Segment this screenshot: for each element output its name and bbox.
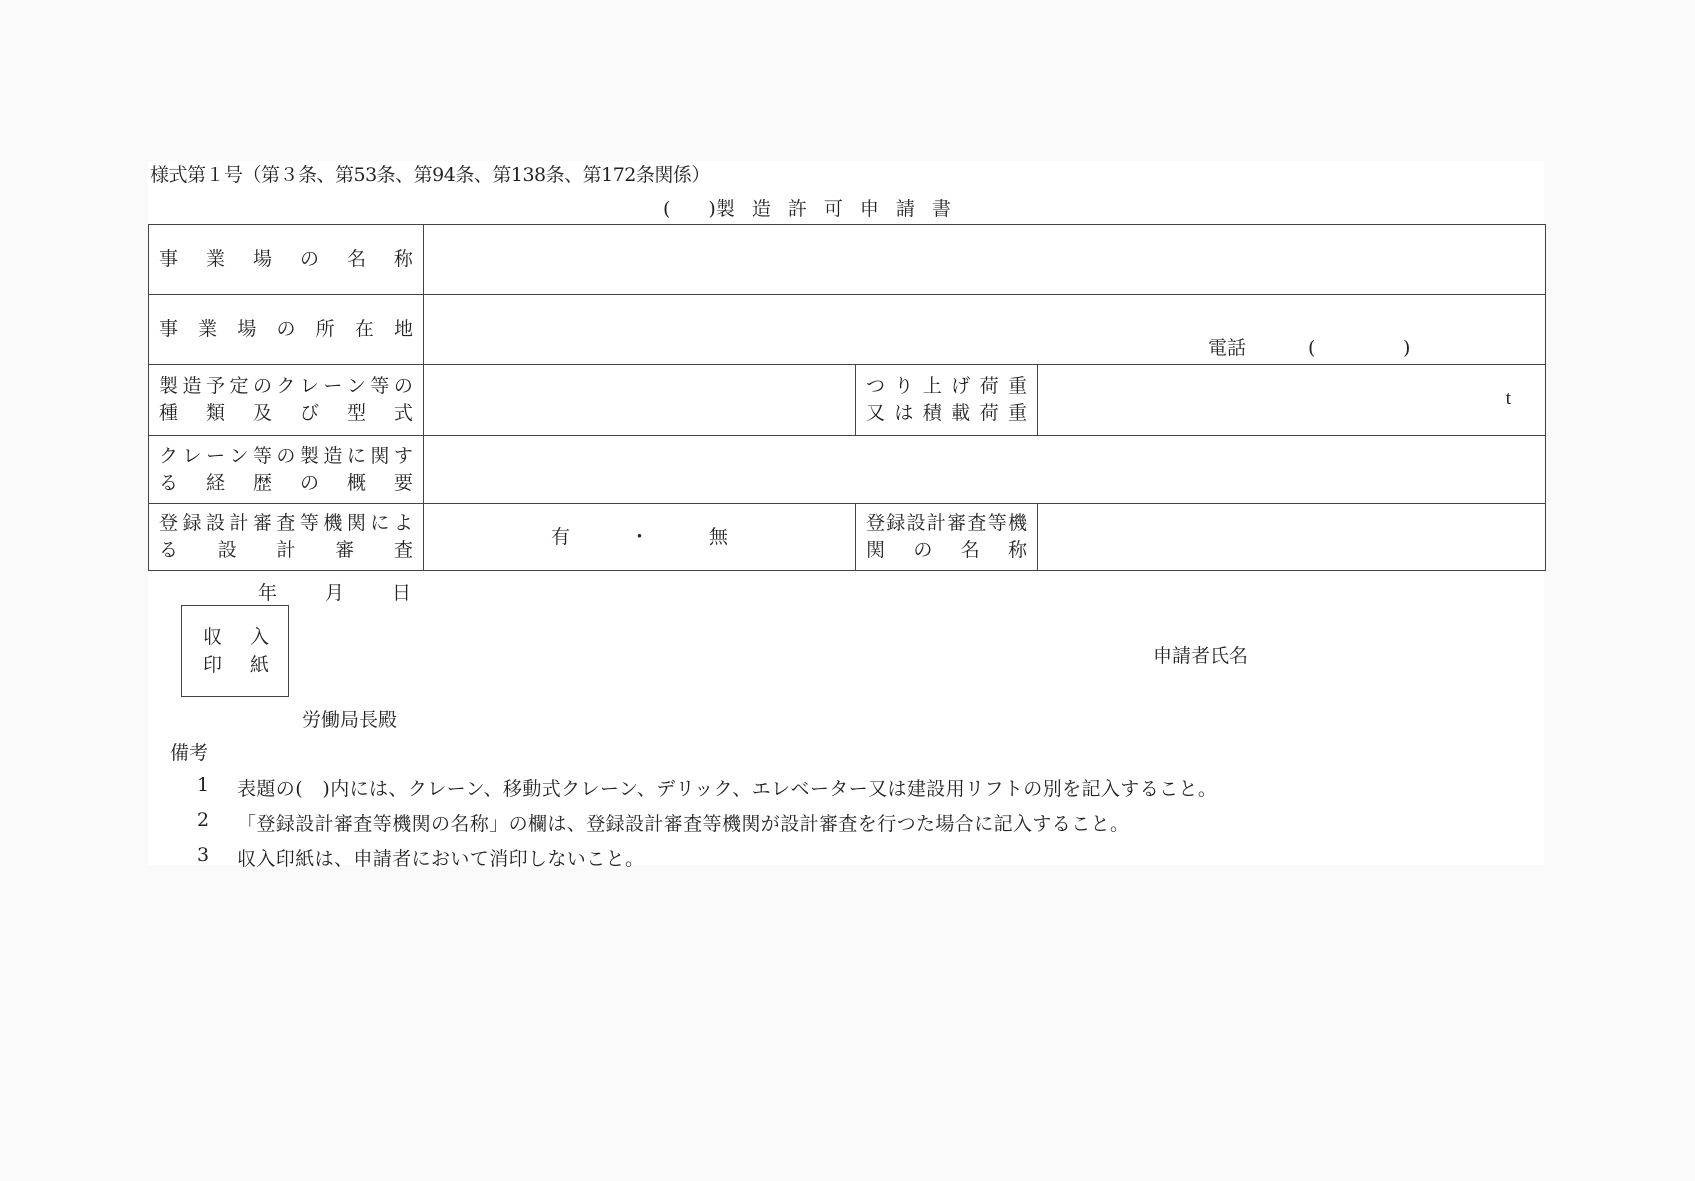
addressee: 労働局長殿 [302, 709, 398, 731]
note-text: 「登録設計審査等機関の名称」の欄は、登録設計審査等機関が設計審査を行つた場合に記入すること。 [237, 813, 1130, 835]
label-cell [149, 365, 424, 436]
stamp-char: 収 [203, 626, 223, 648]
application-table [148, 224, 1546, 571]
phone-line [1208, 335, 1411, 362]
label-review-line2: る 設 計 審 査 [159, 539, 413, 561]
phone-paren-open: ( [1308, 337, 1316, 359]
label-crane-type-line2: 種 類 及 び 型 式 [159, 402, 413, 424]
stamp-char: 印 [203, 654, 223, 676]
note-number: 1 [197, 774, 210, 796]
label-workplace-name: 事 業 場 の 名 称 [159, 248, 413, 270]
label-history-line1: ク レ ー ン 等 の 製 造 に 関 す [159, 444, 413, 467]
history-field[interactable] [424, 436, 1546, 504]
form-title [663, 194, 968, 221]
design-review-choice [424, 504, 856, 571]
revenue-stamp-box [181, 605, 289, 697]
row-workplace-name [149, 225, 1546, 295]
unit-tons: t [1505, 388, 1512, 409]
review-org-name-field[interactable] [1038, 504, 1546, 571]
label-workplace-address: 事 業 場 の 所 在 地 [159, 318, 413, 340]
row-crane-type [149, 365, 1546, 436]
workplace-address-field[interactable] [424, 295, 1546, 365]
load-field[interactable] [1038, 365, 1546, 436]
phone-paren-close: ) [1403, 337, 1411, 359]
option-no[interactable]: 無 [709, 525, 729, 548]
label-history-line2: る 経 歴 の 概 要 [159, 471, 413, 494]
label-cell [149, 436, 424, 504]
note-text: 収入印紙は、申請者において消印しないこと。 [237, 848, 645, 870]
title-blank-paren: ( ) [663, 198, 716, 220]
crane-type-field[interactable] [424, 365, 856, 436]
note-number: 2 [197, 809, 210, 831]
label-cell [149, 225, 424, 295]
phone-label: 電話 [1208, 337, 1247, 359]
applicant-name-label: 申請者氏名 [1153, 645, 1249, 667]
option-separator: ・ [629, 525, 649, 548]
date-year: 年 [258, 582, 278, 604]
label-load-line2: 又 は 積 載 荷 重 [866, 402, 1027, 424]
label-review-line1: 登 録 設 計 審 査 等 機 関 に よ [159, 512, 413, 534]
row-workplace-address [149, 295, 1546, 365]
date-day: 日 [392, 582, 412, 604]
row-manufacturing-history [149, 436, 1546, 504]
date-month: 月 [325, 582, 345, 604]
note-text: 表題の( )内には、クレーン、移動式クレーン、デリック、エレベーター又は建設用リフトの別を記入すること。 [237, 778, 1218, 800]
note-number: 3 [197, 844, 210, 866]
notes-heading: 備考 [170, 742, 209, 764]
workplace-name-field[interactable] [424, 225, 1546, 295]
label-cell [149, 504, 424, 571]
title-text: 製造許可申請書 [715, 198, 968, 220]
label-org-line1: 登 録 設 計 審 査 等 機 [866, 512, 1027, 534]
stamp-char: 入 [249, 626, 269, 648]
row-design-review [149, 504, 1546, 571]
label-load-line1: つ り 上 げ 荷 重 [866, 375, 1027, 397]
label-org-line2: 関 の 名 称 [866, 539, 1027, 561]
label-crane-type-line1: 製 造 予 定 の ク レ ー ン 等 の [159, 375, 413, 397]
option-yes[interactable]: 有 [550, 525, 570, 548]
label-cell [149, 295, 424, 365]
label-cell [856, 504, 1038, 571]
label-cell [856, 365, 1038, 436]
stamp-char: 紙 [249, 654, 269, 676]
form-number: 様式第１号（第３条、第53条、第94条、第138条、第172条関係） [150, 164, 710, 186]
